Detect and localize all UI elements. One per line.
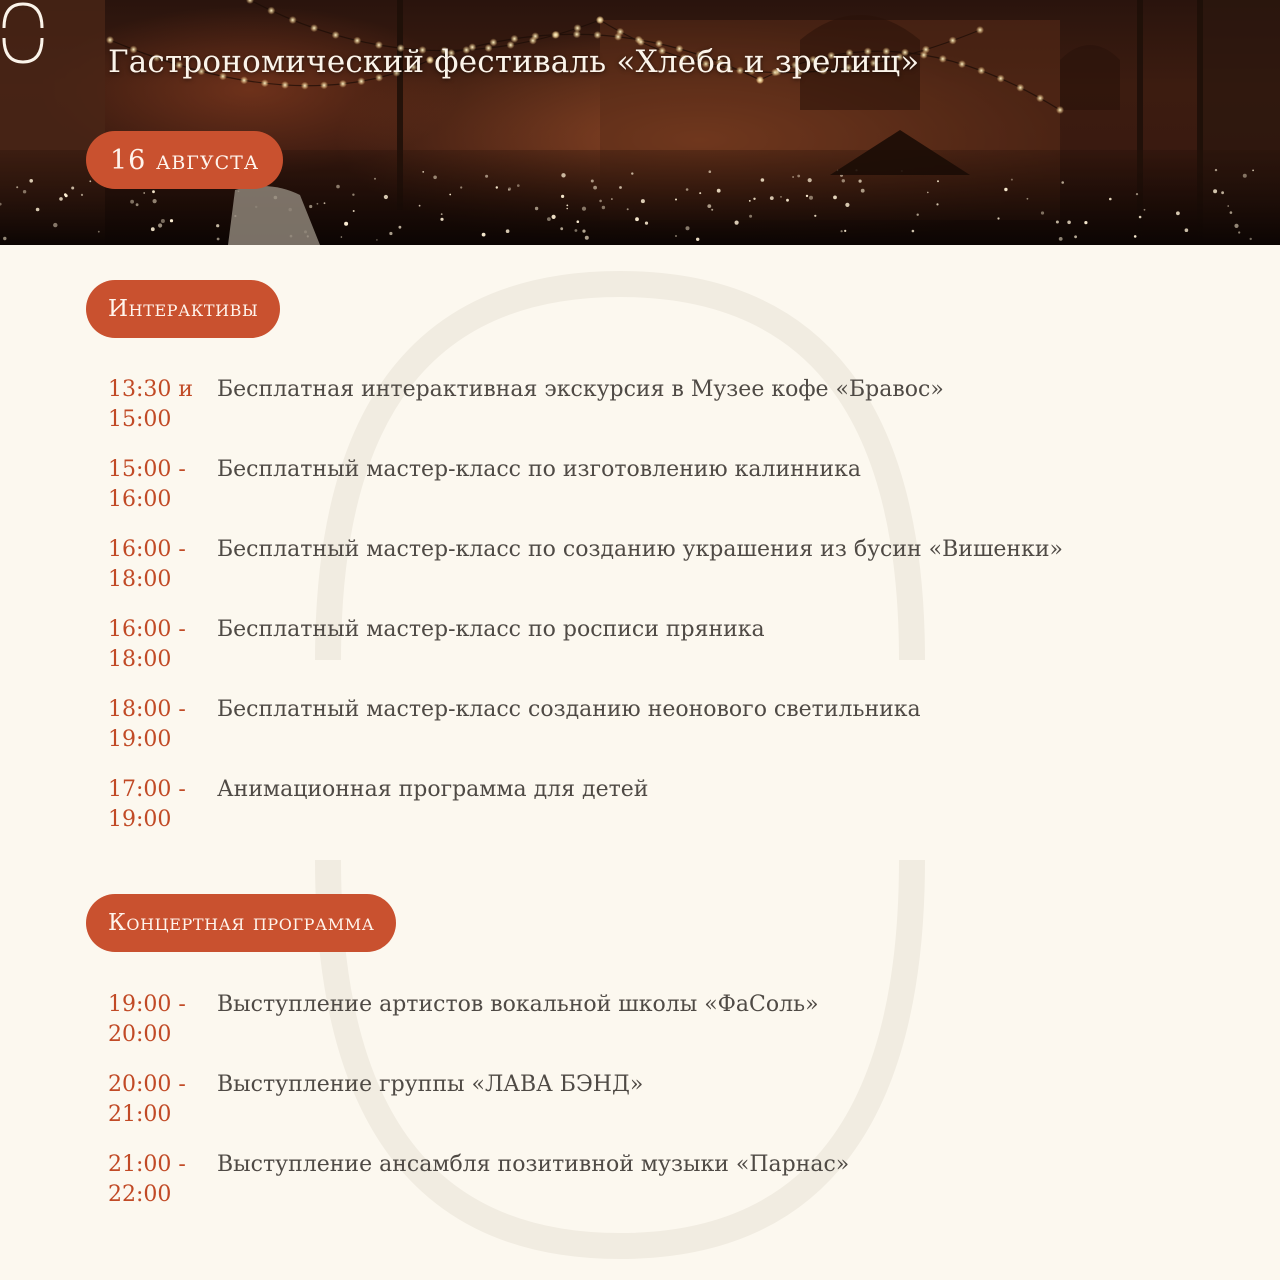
phone-light-dot (1252, 170, 1254, 172)
phone-light-dot (547, 217, 551, 221)
phone-light-dot (582, 207, 586, 211)
phone-light-dot (440, 218, 443, 221)
string-light-bulb (551, 31, 559, 39)
phone-light-dot (1061, 181, 1064, 184)
string-light-bulb (246, 0, 254, 4)
string-light-bulb (310, 24, 318, 32)
schedule-time (108, 615, 208, 675)
phone-light-dot (53, 223, 57, 227)
phone-light-dot (645, 222, 648, 225)
phone-light-dot (36, 208, 40, 212)
phone-light-dot (506, 229, 510, 233)
phone-light-dot (641, 199, 645, 203)
phone-light-dot (352, 194, 354, 196)
phone-light-dot (770, 196, 774, 200)
phone-light-dot (399, 226, 402, 229)
phone-light-dot (833, 196, 837, 200)
schedule-time-start: 19:00 - (108, 992, 186, 1017)
phone-light-dot (535, 207, 538, 210)
phone-light-dot (3, 237, 6, 240)
phone-light-dot (675, 235, 677, 237)
schedule-row (108, 695, 1208, 775)
phone-light-dot (631, 172, 633, 174)
page-title: Гастрономический фестиваль «Хлеба и зрелищ» (108, 44, 920, 80)
phone-light-dot (797, 175, 800, 178)
phone-light-dot (912, 230, 915, 233)
phone-light-dot (153, 199, 157, 203)
phone-light-dot (460, 186, 462, 188)
schedule-time-end: 18:00 (108, 567, 172, 592)
phone-light-dot (344, 222, 348, 226)
phone-light-dot (151, 227, 155, 231)
phone-light-dot (449, 194, 451, 196)
schedule-time-start: 18:00 - (108, 697, 186, 722)
schedule-time-start: 16:00 - (108, 617, 186, 642)
schedule-time-end: 20:00 (108, 1022, 172, 1047)
schedule-time (108, 375, 208, 435)
phone-light-dot (1234, 224, 1238, 228)
phone-light-dot (611, 198, 613, 200)
string-light-bulb (596, 16, 604, 24)
phone-light-dot (1067, 221, 1071, 225)
string-light-bulb (267, 7, 275, 15)
schedule-description: Бесплатный мастер-класс по росписи пряника (217, 617, 765, 642)
phone-light-dot (422, 171, 424, 173)
phone-light-dot (1176, 211, 1180, 215)
string-light-bulb (594, 31, 602, 39)
phone-light-dot (709, 170, 712, 173)
phone-light-dot (686, 188, 689, 191)
phone-light-dot (635, 217, 639, 221)
phone-light-dot (627, 208, 629, 210)
section-title-concert-program: Концертная программа (86, 894, 396, 952)
phone-light-dot (98, 231, 100, 233)
phone-light-dot (143, 192, 145, 194)
string-light-bulb (1016, 84, 1024, 92)
phone-light-dot (1144, 209, 1146, 211)
phone-light-dot (419, 205, 421, 207)
phone-light-dot (593, 186, 597, 190)
schedule-description: Бесплатный мастер-класс по изготовлению калинника (217, 457, 861, 482)
schedule-time-start: 13:30 и (108, 377, 194, 402)
phone-light-dot (735, 221, 739, 225)
phone-light-dot (1136, 193, 1138, 195)
section-title-interactives: Интерактивы (86, 280, 280, 338)
schedule-time-end: 22:00 (108, 1182, 172, 1207)
phone-light-dot (1011, 179, 1013, 181)
phone-light-dot (591, 180, 594, 183)
phone-light-dot (317, 203, 319, 205)
phone-light-dot (1213, 189, 1217, 193)
schedule-description: Выступление группы «ЛАВА БЭНД» (217, 1072, 644, 1097)
phone-light-dot (808, 178, 812, 182)
phone-light-dot (602, 206, 605, 209)
schedule-row (108, 990, 1208, 1070)
phone-light-dot (1243, 174, 1247, 178)
phone-light-dot (575, 229, 578, 232)
phone-light-dot (707, 204, 711, 208)
phone-light-dot (1185, 228, 1189, 232)
phone-light-dot (927, 192, 929, 194)
phone-light-dot (1109, 198, 1112, 201)
phone-light-dot (844, 230, 846, 232)
phone-light-dot (1215, 169, 1217, 171)
schedule-time-end: 19:00 (108, 807, 172, 832)
string-light-bulb (976, 26, 984, 34)
schedule-row (108, 375, 1208, 455)
string-light-bulb (574, 24, 582, 32)
phone-light-dot (1027, 198, 1029, 200)
phone-light-dot (675, 199, 677, 201)
schedule-description: Выступление ансамбля позитивной музыки «Парнас» (217, 1152, 850, 1177)
phone-light-dot (1084, 221, 1087, 224)
schedule-time (108, 695, 208, 755)
schedule-description: Бесплатная интерактивная экскурсия в Музее кофе «Бравос» (217, 377, 944, 402)
phone-light-dot (496, 186, 498, 188)
phone-light-dot (599, 200, 602, 203)
phone-light-dot (353, 210, 355, 212)
schedule-description: Выступление артистов вокальной школы «ФаСоль» (217, 992, 819, 1017)
phone-light-dot (1056, 221, 1059, 224)
string-light-bulb (289, 16, 297, 24)
phone-light-dot (717, 189, 721, 193)
phone-light-dot (336, 185, 340, 189)
schedule-row (108, 1070, 1208, 1150)
phone-light-dot (384, 195, 388, 199)
schedule-row (108, 455, 1208, 535)
phone-light-dot (936, 203, 938, 205)
phone-light-dot (560, 227, 563, 230)
hero-banner (0, 0, 1280, 245)
schedule-time-end: 21:00 (108, 1102, 172, 1127)
phone-light-dot (1139, 216, 1142, 219)
phone-light-dot (859, 180, 862, 183)
phone-light-dot (376, 239, 378, 241)
string-light-bulb (1036, 94, 1044, 102)
phone-light-dot (1134, 235, 1137, 238)
string-light-bulb (332, 31, 340, 39)
phone-light-dot (786, 199, 789, 202)
phone-light-dot (152, 190, 155, 193)
phone-light-dot (711, 209, 713, 211)
phone-light-dot (842, 179, 845, 182)
phone-light-dot (845, 203, 849, 207)
phone-light-dot (577, 220, 580, 223)
phone-light-dot (997, 217, 999, 219)
schedule-description: Анимационная программа для детей (217, 777, 649, 802)
schedule-time (108, 990, 208, 1050)
phone-light-dot (861, 189, 865, 193)
phone-light-dot (749, 215, 752, 218)
phone-light-dot (130, 200, 134, 204)
phone-light-dot (71, 187, 74, 190)
phone-light-dot (508, 187, 511, 190)
phone-light-dot (81, 194, 83, 196)
schedule-row (108, 615, 1208, 695)
phone-light-dot (216, 224, 219, 227)
phone-light-dot (806, 195, 808, 197)
phone-light-dot (309, 205, 312, 208)
schedule-time (108, 455, 208, 515)
schedule-time-start: 21:00 - (108, 1152, 186, 1177)
phone-light-dot (585, 236, 589, 240)
schedule-list-interactives (108, 375, 1208, 855)
schedule-time (108, 1070, 208, 1130)
phone-light-dot (59, 197, 63, 201)
phone-light-dot (566, 205, 568, 207)
schedule-time-end: 19:00 (108, 727, 172, 752)
phone-light-dot (433, 176, 437, 180)
phone-light-dot (1250, 238, 1252, 240)
phone-light-dot (937, 180, 939, 182)
phone-light-dot (809, 196, 813, 200)
phone-light-dot (1004, 188, 1007, 191)
schedule-time-end: 16:00 (108, 487, 172, 512)
string-light-bulb (1056, 106, 1064, 114)
schedule-row (108, 1150, 1208, 1230)
schedule-time-end: 18:00 (108, 647, 172, 672)
schedule-time-start: 20:00 - (108, 1072, 186, 1097)
phone-light-dot (561, 173, 565, 177)
phone-light-dot (517, 184, 520, 187)
phone-light-dot (699, 192, 701, 194)
phone-light-dot (170, 219, 173, 222)
phone-light-dot (324, 202, 326, 204)
phone-light-dot (482, 233, 486, 237)
festival-crowd-photo (0, 0, 1280, 245)
phone-light-dot (780, 196, 782, 198)
phone-light-dot (792, 176, 794, 178)
phone-light-dot (1221, 191, 1224, 194)
schedule-time-start: 17:00 - (108, 777, 186, 802)
schedule-time-start: 15:00 - (108, 457, 186, 482)
phone-light-dot (158, 223, 162, 227)
phone-light-dot (389, 232, 392, 235)
phone-light-dot (696, 238, 699, 241)
schedule-time (108, 535, 208, 595)
phone-light-dot (552, 215, 556, 219)
phone-light-dot (161, 219, 165, 223)
date-badge: 16 августа (86, 131, 283, 189)
phone-light-dot (566, 208, 568, 210)
phone-light-dot (686, 226, 690, 230)
schedule-row (108, 775, 1208, 855)
string-light-bulb (616, 28, 624, 36)
phone-light-dot (217, 238, 220, 241)
phone-light-dot (64, 193, 67, 196)
phone-light-dot (29, 179, 33, 183)
schedule-list-concert-program (108, 990, 1208, 1230)
schedule-row (108, 535, 1208, 615)
phone-light-dot (619, 186, 622, 189)
phone-light-dot (89, 180, 91, 182)
phone-light-dot (582, 230, 585, 233)
schedule-description: Бесплатный мастер-класс созданию неонового светильника (217, 697, 921, 722)
phone-light-dot (814, 215, 816, 217)
phone-light-dot (485, 175, 488, 178)
schedule-description: Бесплатный мастер-класс по созданию украшения из бусин «Вишенки» (217, 537, 1063, 562)
brand-c-logo-icon (0, 0, 46, 66)
phone-light-dot (374, 178, 376, 180)
phone-light-dot (1238, 231, 1240, 233)
phone-light-dot (917, 214, 919, 216)
phone-light-dot (841, 230, 843, 232)
phone-light-dot (561, 195, 564, 198)
phone-light-dot (136, 203, 139, 206)
phone-light-dot (1230, 211, 1233, 214)
schedule-time (108, 1150, 208, 1210)
phone-light-dot (1059, 237, 1063, 241)
phone-light-dot (749, 200, 751, 202)
phone-light-dot (16, 186, 18, 188)
phone-light-dot (1074, 235, 1077, 238)
schedule-time (108, 775, 208, 835)
phone-light-dot (341, 236, 343, 238)
phone-light-dot (1227, 205, 1229, 207)
phone-light-dot (761, 178, 765, 182)
phone-light-dot (441, 213, 443, 215)
phone-light-dot (1041, 211, 1044, 214)
phone-light-dot (23, 190, 26, 193)
phone-light-dot (753, 198, 755, 200)
schedule-time-end: 15:00 (108, 407, 172, 432)
schedule-time-start: 16:00 - (108, 537, 186, 562)
